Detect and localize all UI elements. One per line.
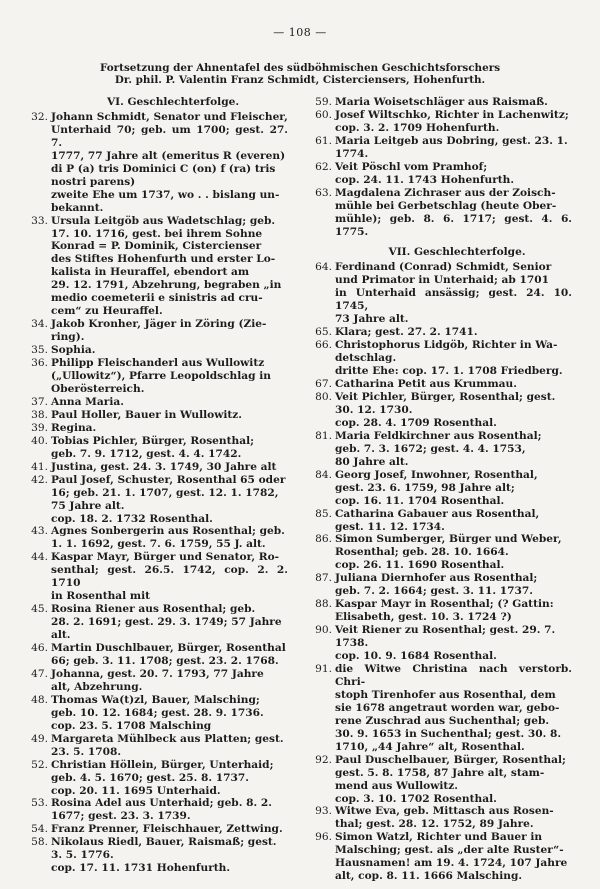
entry-text-line: 1774.	[335, 147, 369, 160]
entry-text-line: 3. 5. 1776.	[51, 849, 114, 862]
entry-text-line: Unterhaid 70; geb. um 1700; gest. 27. 7.	[51, 123, 288, 149]
genealogy-entry	[312, 339, 572, 378]
entry-text-line: Veit Pichler, Bürger, Rosenthal; gest.	[335, 390, 556, 403]
entry-text-line: Maria Woisetschläger aus Raismaß.	[335, 96, 548, 108]
entry-text-line: Magdalena Zichraser aus der Zoisch-	[335, 186, 556, 199]
entry-text-line: 1777, 77 Jahre alt (emeritus R (everen)	[51, 149, 286, 162]
genealogy-entry	[28, 357, 288, 396]
entry-text-line: cop. 16. 11. 1704 Rosenthal.	[335, 494, 505, 507]
genealogy-entry	[28, 694, 288, 733]
genealogy-entry	[28, 668, 288, 694]
entry-text-line: Ursula Leitgöb aus Wadetschlag; geb.	[51, 214, 276, 227]
entry-text-line: alt, cop. 8. 11. 1666 Malsching.	[335, 870, 523, 883]
entry-text-line: geb. 7. 2. 1664; gest. 3. 11. 1737.	[335, 585, 533, 598]
entry-number: 62.	[315, 160, 332, 173]
entry-text-line: geb. 4. 5. 1670; gest. 25. 8. 1737.	[51, 771, 249, 784]
entry-text-line: cop. 17. 11. 1731 Hohenfurth.	[51, 862, 231, 875]
entry-text-line: Sophia.	[51, 344, 96, 357]
entry-number: 37.	[31, 395, 48, 408]
entry-text-line: Kaspar Mayr in Rosenthal; (? Gattin:	[335, 598, 554, 611]
genealogy-entry	[312, 572, 572, 598]
entry-text-line: 30. 9. 1653 in Suchenthal; gest. 30. 8.	[335, 727, 562, 740]
entry-number: 49.	[31, 732, 48, 745]
entry-number: 43.	[31, 525, 48, 538]
entry-number: 45.	[31, 603, 48, 616]
genealogy-entry	[28, 396, 288, 409]
entry-text-line: cop. 10. 9. 1684 Rosenthal.	[335, 650, 497, 663]
entry-text-line: 1677; gest. 23. 3. 1739.	[51, 810, 191, 823]
entry-text-line: mend aus Wullowitz.	[335, 779, 458, 792]
genealogy-entry	[28, 422, 288, 435]
entry-text-line: Kaspar Mayr, Bürger und Senator, Ro-	[51, 551, 280, 564]
entry-text-line: Malsching; gest. als „der alte Ruster“-	[335, 844, 564, 857]
genealogy-entry	[28, 215, 288, 319]
entry-text-line: 1710, „44 Jahre“ alt, Rosenthal.	[335, 740, 525, 753]
entry-number: 59.	[315, 96, 332, 108]
entry-number: 40.	[31, 434, 48, 447]
genealogy-entry	[28, 461, 288, 474]
entry-text-line: alt.	[51, 629, 71, 642]
genealogy-entry	[28, 525, 288, 551]
entry-text-line: Juliana Diernhofer aus Rosenthal;	[335, 572, 538, 585]
entry-number: 93.	[315, 805, 332, 818]
genealogy-entry	[28, 797, 288, 823]
entry-number: 63.	[315, 186, 332, 199]
genealogy-entry	[312, 96, 572, 109]
entry-number: 52.	[31, 758, 48, 771]
entry-text-line: cop. 28. 4. 1709 Rosenthal.	[335, 416, 497, 429]
entry-text-line: Martin Duschlbauer, Bürger, Rosenthal	[51, 642, 286, 655]
entry-number: 39.	[31, 421, 48, 434]
genealogy-entry	[312, 831, 572, 883]
entry-text-line: Rosina Adel aus Unterhaid; geb. 8. 2.	[51, 797, 272, 810]
entry-text-line: medio coemeterii e sinistris ad cru-	[51, 292, 263, 305]
entry-number: 58.	[31, 836, 48, 849]
genealogy-entry	[312, 663, 572, 754]
entry-text-line: Thomas Wa(t)zl, Bauer, Malsching;	[51, 693, 260, 706]
entry-text-line: geb. 7. 9. 1712, gest. 4. 4. 1742.	[51, 447, 242, 460]
entry-number: 85.	[315, 507, 332, 520]
entry-text-line: rene Zuschrad aus Suchenthal; geb.	[335, 714, 550, 727]
entry-text-line: cop. 3. 2. 1709 Hohenfurth.	[335, 121, 500, 134]
entry-text-line: bekannt.	[51, 201, 104, 214]
entry-text-line: Philipp Fleischanderl aus Wullowitz	[51, 357, 265, 370]
entry-number: 32.	[31, 110, 48, 123]
entry-text-line: sie 1678 angetraut worden war, gebo-	[335, 701, 560, 714]
genealogy-entry	[312, 109, 572, 135]
entry-text-line: gest. 11. 12. 1734.	[335, 520, 445, 533]
genealogy-entry	[312, 598, 572, 624]
entry-number: 90.	[315, 624, 332, 637]
entry-text-line: mühle); geb. 8. 6. 1717; gest. 4. 6. 1775.	[335, 212, 572, 238]
genealogy-entry	[28, 733, 288, 759]
entry-text-line: 73 Jahre alt.	[335, 313, 409, 326]
entry-text-line: Paul Josef, Schuster, Rosenthal 65 oder	[51, 473, 286, 486]
entry-number: 38.	[31, 408, 48, 421]
entry-number: 60.	[315, 108, 332, 121]
entry-text-line: 1738.	[335, 637, 369, 650]
entry-text-line: Paul Duschelbauer, Bürger, Rosenthal;	[335, 753, 566, 766]
entry-number: 91.	[315, 662, 332, 675]
genealogy-entry	[312, 624, 572, 663]
entry-text-line: nostri parens)	[51, 175, 136, 188]
entry-text-line: Elisabeth, gest. 10. 3. 1724 ?)	[335, 611, 512, 624]
entry-number: 53.	[31, 797, 48, 810]
entry-number: 96.	[315, 831, 332, 844]
section-heading-vii: VII. Geschlechterfolge.	[388, 246, 526, 259]
entry-text-line: kalista in Heuraffel, ebendort am	[51, 266, 250, 279]
entry-text-line: Rosina Riener aus Rosenthal; geb.	[51, 603, 256, 616]
entry-text-line: senthal; gest. 26.5. 1742, cop. 2. 2. 1710	[51, 564, 288, 590]
entry-text-line: Regina.	[51, 421, 97, 434]
genealogy-entry	[28, 111, 288, 215]
entry-number: 41.	[31, 460, 48, 473]
entry-text-line: 75 Jahre alt.	[51, 499, 125, 512]
genealogy-entry	[312, 135, 572, 161]
entry-text-line: Johann Schmidt, Senator und Fleischer,	[51, 110, 288, 123]
genealogy-entry	[28, 642, 288, 668]
entry-text-line: die Witwe Christina nach verstorb. Chri-	[335, 662, 572, 688]
genealogy-entry	[312, 187, 572, 239]
entry-text-line: cem“ zu Heuraffel.	[51, 305, 163, 318]
entry-text-line: Tobias Pichler, Bürger, Rosenthal;	[51, 434, 255, 447]
entry-text-line: Rosenthal; geb. 28. 10. 1664.	[335, 546, 509, 559]
entry-text-line: stoph Tirenhofer aus Rosenthal, dem	[335, 688, 556, 701]
entry-text-line: Catharina Gabauer aus Rosenthal,	[335, 507, 540, 520]
entry-text-line: cop. 18. 2. 1732 Rosenthal.	[51, 512, 213, 525]
entry-text-line: geb. 10. 12. 1684; gest. 28. 9. 1736.	[51, 706, 264, 719]
entry-number: 46.	[31, 642, 48, 655]
entry-number: 64.	[315, 261, 332, 274]
right-top-entries	[312, 96, 572, 238]
entry-text-line: mühle bei Gerbetschlag (heute Ober-	[335, 199, 557, 212]
genealogy-entry	[28, 823, 288, 836]
genealogy-entry	[28, 318, 288, 344]
entry-text-line: Konrad = P. Dominik, Cistercienser	[51, 240, 262, 253]
entry-text-line: Margareta Mühlbeck aus Platten; gest.	[51, 732, 284, 745]
entry-number: 92.	[315, 753, 332, 766]
entry-text-line: 30. 12. 1730.	[335, 403, 413, 416]
entry-text-line: alt, Abzehrung.	[51, 680, 143, 693]
entry-text-line: Anna Maria.	[51, 395, 124, 408]
section-heading-vi: VI. Geschlechterfolge.	[106, 96, 240, 108]
entry-text-line: Josef Wiltschko, Richter in Lachenwitz;	[335, 108, 569, 121]
entry-number: 65.	[315, 326, 332, 339]
entry-text-line: Franz Prenner, Fleischhauer, Zettwing.	[51, 823, 283, 836]
entry-text-line: Jakob Kronher, Jäger in Zöring (Zie-	[51, 318, 267, 331]
entry-text-line: 29. 12. 1791, Abzehrung, begraben „in	[51, 279, 282, 292]
left-column	[28, 96, 288, 875]
entry-text-line: 66; geb. 3. 11. 1708; gest. 23. 2. 1768.	[51, 654, 279, 667]
entry-text-line: Witwe Eva, geb. Mittasch aus Rosen-	[335, 805, 554, 818]
entry-text-line: gest. 5. 8. 1758, 87 Jahre alt, stam-	[335, 766, 545, 779]
genealogy-entry	[312, 161, 572, 187]
entry-text-line: cop. 20. 11. 1695 Unterhaid.	[51, 784, 221, 797]
genealogy-entry	[28, 603, 288, 642]
genealogy-entry	[312, 261, 572, 326]
entry-text-line: cop. 24. 11. 1743 Hohenfurth.	[335, 173, 515, 186]
left-entries	[28, 111, 288, 875]
genealogy-entry	[312, 469, 572, 508]
entry-text-line: cop. 3. 10. 1702 Rosenthal.	[335, 792, 497, 805]
genealogy-entry	[312, 805, 572, 831]
entry-text-line: Maria Feldkirchner aus Rosenthal;	[335, 429, 542, 442]
entry-text-line: Hausnamen! am 19. 4. 1724, 107 Jahre	[335, 857, 568, 870]
entry-text-line: Simon Watzl, Richter und Bauer in	[335, 831, 543, 844]
entry-text-line: Ferdinand (Conrad) Schmidt, Senior	[335, 261, 552, 274]
genealogy-entry	[28, 551, 288, 603]
genealogy-entry	[28, 435, 288, 461]
entry-text-line: („Ullowitz“), Pfarre Leopoldschlag in	[51, 370, 271, 383]
entry-text-line: 16; geb. 21. 1. 1707, gest. 12. 1. 1782,	[51, 486, 279, 499]
genealogy-entry	[28, 409, 288, 422]
entry-text-line: zweite Ehe um 1737, wo . . bislang un-	[51, 188, 280, 201]
entry-text-line: in Unterhaid ansässig; gest. 24. 10. 1745,	[335, 287, 572, 313]
entry-number: 81.	[315, 429, 332, 442]
entry-text-line: Veit Pöschl vom Pramhof;	[335, 160, 488, 173]
entry-number: 67.	[315, 378, 332, 391]
entry-text-line: thal; gest. 28. 12. 1752, 89 Jahre.	[335, 818, 534, 831]
entry-number: 47.	[31, 667, 48, 680]
entry-text-line: cop. 26. 11. 1690 Rosenthal.	[335, 559, 505, 572]
entry-text-line: 1. 1. 1692, gest. 7. 6. 1759, 55 J. alt.	[51, 538, 266, 551]
entry-text-line: di P (a) tris Dominici C (on) f (ra) tris	[51, 162, 276, 175]
entry-number: 33.	[31, 214, 48, 227]
entry-text-line: Christophorus Lidgöb, Richter in Wa-	[335, 339, 558, 352]
entry-text-line: 80 Jahre alt.	[335, 455, 409, 468]
entry-number: 35.	[31, 344, 48, 357]
entry-text-line: Catharina Petit aus Krummau.	[335, 378, 517, 391]
entry-number: 36.	[31, 357, 48, 370]
entry-text-line: cop. 23. 5. 1708 Malsching	[51, 719, 212, 732]
entry-text-line: Nikolaus Riedl, Bauer, Raismaß; gest.	[51, 836, 277, 849]
genealogy-entry	[28, 759, 288, 798]
entry-number: 61.	[315, 134, 332, 147]
entry-text-line: ring).	[51, 331, 85, 344]
entry-number: 87.	[315, 572, 332, 585]
genealogy-entry	[312, 391, 572, 430]
entry-text-line: 17. 10. 1716, gest. bei ihrem Sohne	[51, 227, 263, 240]
genealogy-entry	[28, 344, 288, 357]
genealogy-entry	[312, 533, 572, 572]
entry-text-line: Justina, gest. 24. 3. 1749, 30 Jahre alt	[51, 460, 277, 473]
genealogy-entry	[28, 836, 288, 875]
entry-text-line: in Rosenthal mit	[51, 590, 150, 603]
right-column	[312, 96, 572, 883]
entry-text-line: des Stiftes Hohenfurth und erster Lo-	[51, 253, 276, 266]
entry-text-line: Klara; gest. 27. 2. 1741.	[335, 326, 478, 339]
page-number: — 108 —	[273, 26, 327, 39]
entry-text-line: geb. 7. 3. 1672; gest. 4. 4. 1753,	[335, 442, 526, 455]
entry-number: 88.	[315, 598, 332, 611]
entry-number: 44.	[31, 551, 48, 564]
entry-text-line: Johanna, gest. 20. 7. 1793, 77 Jahre	[51, 667, 264, 680]
entry-text-line: Christian Höllein, Bürger, Unterhaid;	[51, 758, 274, 771]
entry-text-line: detschlag.	[335, 352, 397, 365]
entry-text-line: Georg Josef, Inwohner, Rosenthal,	[335, 468, 538, 481]
genealogy-entry	[312, 378, 572, 391]
title-line-1: Fortsetzung der Ahnentafel des südböhmischen Geschichtsforschers	[99, 62, 501, 74]
entry-text-line: Paul Holler, Bauer in Wullowitz.	[51, 408, 242, 421]
entry-number: 48.	[31, 693, 48, 706]
entry-text-line: Veit Riener zu Rosenthal; gest. 29. 7.	[335, 624, 556, 637]
entry-text-line: 23. 5. 1708.	[51, 745, 122, 758]
entry-text-line: Agnes Sonbergerin aus Rosenthal; geb.	[51, 525, 285, 538]
page-title	[0, 62, 600, 86]
title-line-2: Dr. phil. P. Valentin Franz Schmidt, Cisterciensers, Hohenfurth.	[114, 74, 486, 86]
entry-number: 34.	[31, 318, 48, 331]
right-entries	[312, 261, 572, 883]
entry-number: 86.	[315, 533, 332, 546]
entry-text-line: dritte Ehe: cop. 17. 1. 1708 Friedberg.	[335, 365, 563, 378]
entry-text-line: Maria Leitgeb aus Dobring, gest. 23. 1.	[335, 134, 568, 147]
genealogy-entry	[312, 430, 572, 469]
entry-text-line: gest. 23. 6. 1759, 98 Jahre alt;	[335, 481, 515, 494]
entry-number: 80.	[315, 390, 332, 403]
entry-text-line: Simon Sumberger, Bürger und Weber,	[335, 533, 562, 546]
genealogy-entry	[312, 754, 572, 806]
entry-text-line: 28. 2. 1691; gest. 29. 3. 1749; 57 Jahre	[51, 616, 282, 629]
entry-number: 66.	[315, 339, 332, 352]
genealogy-entry	[28, 474, 288, 526]
entry-text-line: und Primator in Unterhaid; ab 1701	[335, 274, 549, 287]
genealogy-entry	[312, 508, 572, 534]
entry-text-line: Oberösterreich.	[51, 382, 145, 395]
entry-number: 42.	[31, 473, 48, 486]
entry-number: 84.	[315, 468, 332, 481]
entry-number: 54.	[31, 823, 48, 836]
genealogy-entry	[312, 326, 572, 339]
